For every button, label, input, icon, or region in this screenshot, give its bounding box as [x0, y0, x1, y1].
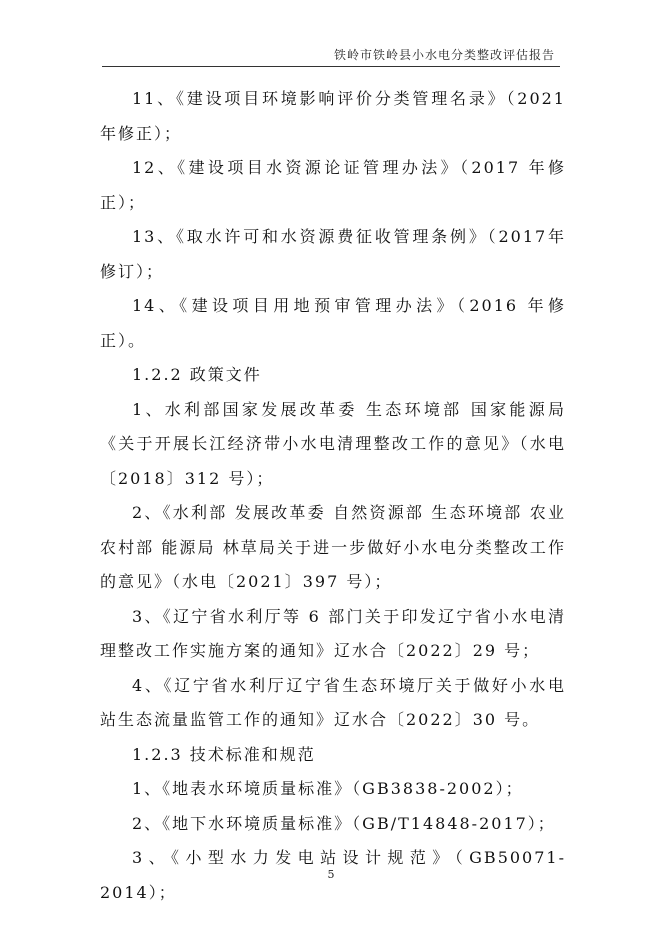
- policy-item-4: 4、《辽宁省水利厅辽宁省生态环境厅关于做好小水电站生态流量监管工作的通知》辽水合〔2022〕30 号。: [100, 675, 566, 729]
- standard-item-1: 1、《地表水环境质量标准》（GB3838-2002）；: [132, 779, 524, 798]
- regulation-item-13: 13、《取水许可和水资源费征收管理条例》（2017年修订）；: [100, 227, 566, 281]
- header-divider: [102, 66, 560, 67]
- document-body: [100, 82, 566, 910]
- policy-item-1: 1、水利部国家发展改革委 生态环境部 国家能源局《关于开展长江经济带小水电清理整改工作的意见》（水电〔2018〕312 号）；: [100, 399, 566, 488]
- standard-item-3: 3、《小型水力发电站设计规范》（GB50071-2014）；: [100, 848, 566, 902]
- section-heading-policy-documents: 1.2.2 政策文件: [132, 365, 262, 384]
- policy-item-2: 2、《水利部 发展改革委 自然资源部 生态环境部 农业农村部 能源局 林草局关于进一步做好小水电分类整改工作的意见》（水电〔2021〕397 号）；: [100, 503, 566, 591]
- policy-item-3: 3、《辽宁省水利厅等 6 部门关于印发辽宁省小水电清理整改工作实施方案的通知》辽水合〔2022〕29 号；: [100, 606, 566, 660]
- regulation-item-12: 12、《建设项目水资源论证管理办法》（2017 年修正）；: [100, 158, 566, 212]
- regulation-item-14: 14、《建设项目用地预审管理办法》（2016 年修正）。: [100, 296, 566, 350]
- page-header-title: 铁岭市铁岭县小水电分类整改评估报告: [333, 48, 555, 62]
- regulation-item-11: 11、《建设项目环境影响评价分类管理名录》（2021年修正）；: [100, 89, 566, 143]
- page-number: 5: [327, 868, 335, 881]
- section-heading-technical-standards: 1.2.3 技术标准和规范: [132, 744, 316, 764]
- standard-item-2: 2、《地下水环境质量标准》（GB/T14848-2017）；: [132, 813, 556, 833]
